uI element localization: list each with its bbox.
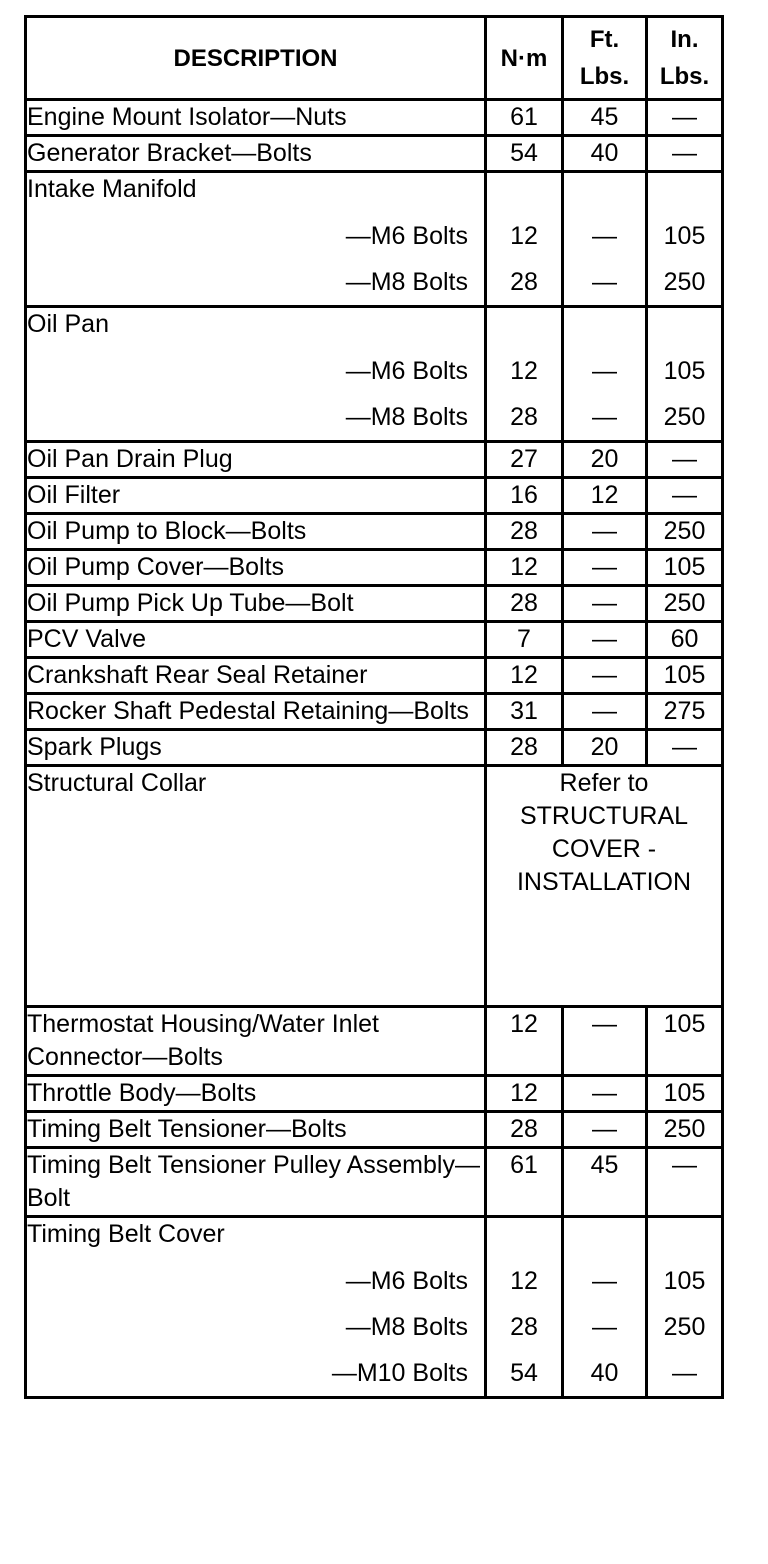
ft-value: — [563,1076,647,1112]
ft-value: — [563,658,647,694]
table-row [26,658,723,694]
in-cell [647,1217,723,1398]
spacer [487,308,561,348]
spacer [648,1218,721,1258]
ft-value: — [592,357,617,385]
in-value: — [647,100,723,136]
ft-cell [563,1217,647,1398]
sub-description-text: —M8 Bolts [345,1313,468,1341]
ft-cell [563,172,647,307]
table-row [26,1076,723,1112]
description-cell: Generator Bracket—Bolts [26,136,486,172]
description-cell: Crankshaft Rear Seal Retainer [26,658,486,694]
table-row [26,622,723,658]
ft-value: — [563,694,647,730]
ft-value: 40 [563,136,647,172]
nm-value: 28 [486,514,563,550]
table-row [26,172,723,307]
header-in-line2: Lbs. [659,63,710,90]
table-row [26,136,723,172]
ft-value: — [592,268,617,296]
in-value: 105 [647,658,723,694]
in-value: 60 [647,622,723,658]
in-value: 250 [663,403,706,431]
in-value: 250 [663,268,706,296]
description-cell [26,307,486,442]
in-value: 105 [663,1267,706,1295]
sub-description-text: —M10 Bolts [331,1359,468,1387]
ft-value: 12 [563,478,647,514]
refer-note-line: INSTALLATION [516,868,692,896]
table-row [26,550,723,586]
spacer [564,1218,645,1258]
ft-value: — [563,550,647,586]
sub-description-text: —M6 Bolts [345,1267,468,1295]
nm-value: 12 [486,1076,563,1112]
spacer [648,173,721,213]
in-value: 275 [647,694,723,730]
table-row [26,307,723,442]
table-row [26,1007,723,1076]
header-nm: N·m [486,17,563,100]
in-value: 105 [647,550,723,586]
nm-value: 7 [486,622,563,658]
header-ft-lbs [563,17,647,100]
table-row [26,100,723,136]
header-in-lbs [647,17,723,100]
in-value: 250 [647,586,723,622]
description-cell [26,172,486,307]
nm-cell [486,307,563,442]
table-row [26,694,723,730]
torque-spec-table [24,15,724,1399]
nm-value: 61 [486,1148,563,1217]
table-row [26,766,723,1007]
in-value: 105 [647,1076,723,1112]
nm-value: 28 [510,268,538,296]
nm-value: 12 [510,357,538,385]
description-cell: Oil Pump to Block—Bolts [26,514,486,550]
description-cell: Oil Filter [26,478,486,514]
in-cell [647,307,723,442]
description-cell: Timing Belt Tensioner—Bolts [26,1112,486,1148]
description-cell: Oil Pump Pick Up Tube—Bolt [26,586,486,622]
description-cell: Engine Mount Isolator—Nuts [26,100,486,136]
nm-value: 12 [510,1267,538,1295]
ft-value: — [592,1313,617,1341]
nm-value: 28 [486,1112,563,1148]
in-value: — [647,136,723,172]
header-in-line1: In. [670,26,699,53]
table-row [26,1148,723,1217]
description-cell: Thermostat Housing/Water Inlet Connector—Bolts [26,1007,486,1076]
nm-value: 28 [510,1313,538,1341]
description-cell: Oil Pump Cover—Bolts [26,550,486,586]
refer-note-line: Refer to [559,769,649,797]
nm-value: 28 [486,730,563,766]
table-row [26,730,723,766]
ft-value: — [563,586,647,622]
sub-description-text: —M8 Bolts [345,268,468,296]
ft-value: 20 [563,442,647,478]
ft-value: — [592,403,617,431]
spacer [564,173,645,213]
nm-value: 12 [486,658,563,694]
in-value: — [647,730,723,766]
sub-description-text: —M6 Bolts [345,222,468,250]
refer-note-line: STRUCTURAL [519,802,689,830]
in-value: 250 [647,514,723,550]
description-cell [26,1217,486,1398]
description-cell: Throttle Body—Bolts [26,1076,486,1112]
table-body [26,100,723,1398]
spacer [648,308,721,348]
nm-value: 12 [510,222,538,250]
ft-value: 40 [590,1359,619,1387]
table-row [26,586,723,622]
nm-value: 28 [486,586,563,622]
description-text: Timing Belt Cover [27,1220,225,1248]
nm-value: 12 [486,550,563,586]
table-row [26,478,723,514]
nm-cell [486,172,563,307]
refer-note-line: COVER - [551,835,657,863]
nm-value: 28 [510,403,538,431]
sub-description-text: —M6 Bolts [345,357,468,385]
in-value: 105 [663,222,706,250]
nm-value: 31 [486,694,563,730]
header-ft-line2: Lbs. [579,63,630,90]
table-row [26,1217,723,1398]
in-value: — [647,1148,723,1217]
ft-value: — [563,1112,647,1148]
description-cell: Spark Plugs [26,730,486,766]
description-text: Intake Manifold [27,175,197,203]
spacer [487,1218,561,1258]
in-cell [647,172,723,307]
ft-cell [563,307,647,442]
table-row [26,1112,723,1148]
ft-value: 45 [563,100,647,136]
refer-note-cell [486,766,723,1007]
nm-value: 61 [486,100,563,136]
ft-value: 45 [563,1148,647,1217]
description-cell: Structural Collar [26,766,486,1007]
ft-value: — [592,1267,617,1295]
in-value: — [647,478,723,514]
header-row [26,17,723,100]
spacer [487,173,561,213]
table-row [26,514,723,550]
spacer [564,308,645,348]
table-row [26,442,723,478]
nm-value: 54 [510,1359,538,1387]
nm-value: 54 [486,136,563,172]
sub-description-text: —M8 Bolts [345,403,468,431]
ft-value: — [563,622,647,658]
description-cell: PCV Valve [26,622,486,658]
ft-value: — [592,222,617,250]
description-cell: Rocker Shaft Pedestal Retaining—Bolts [26,694,486,730]
ft-value: — [563,1007,647,1076]
in-value: 250 [647,1112,723,1148]
description-text: Oil Pan [27,310,109,338]
header-description: DESCRIPTION [26,17,486,100]
nm-value: 27 [486,442,563,478]
ft-value: 20 [563,730,647,766]
nm-value: 16 [486,478,563,514]
in-value: — [672,1359,697,1387]
nm-value: 12 [486,1007,563,1076]
in-value: — [647,442,723,478]
header-ft-line1: Ft. [589,26,620,53]
in-value: 250 [663,1313,706,1341]
ft-value: — [563,514,647,550]
in-value: 105 [663,357,706,385]
nm-cell [486,1217,563,1398]
description-cell: Timing Belt Tensioner Pulley Assembly—Bolt [26,1148,486,1217]
in-value: 105 [647,1007,723,1076]
description-cell: Oil Pan Drain Plug [26,442,486,478]
